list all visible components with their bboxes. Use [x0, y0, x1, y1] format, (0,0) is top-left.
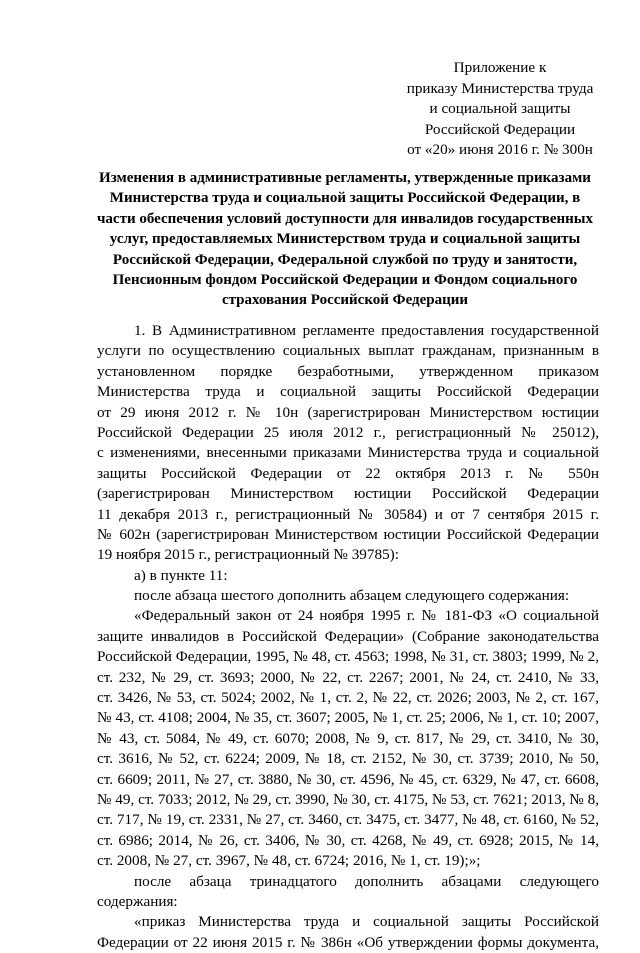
body-line: «приказ Министерства труда и социальной защиты Российской — [134, 913, 599, 931]
body-line: услуги по осуществлению социальных выплат гражданам, признанным в — [97, 342, 599, 360]
body-line: защиты Российской Федерации от 22 октября 2013 г. № 550н — [97, 464, 599, 482]
paragraph-insert-after-6 — [97, 586, 599, 606]
body-line: ст. 6986; 2014, № 26, ст. 3406, № 30, ст. 4268, № 49, ст. 6928; 2015, № 14, — [97, 831, 599, 849]
body-line: ст. 3616, № 52, ст. 6224; 2009, № 18, ст. 2152, № 30, ст. 3739; 2010, № 50, — [97, 750, 599, 768]
body-line: 19 ноября 2015 г., регистрационный № 39785): — [97, 546, 399, 564]
document-body — [97, 321, 599, 953]
document-title — [90, 168, 600, 311]
title-line: Изменения в административные регламенты, утвержденные приказами — [99, 170, 591, 186]
title-line: страхования Российской Федерации — [221, 292, 469, 309]
body-line: № 49, ст. 7033; 2012, № 29, ст. 3990, № 30, ст. 4175, № 53, ст. 7621; 2013, № 8, — [97, 790, 599, 808]
body-line: установленном порядке безработными, утвержденном приказом — [97, 362, 599, 380]
body-line: с изменениями, внесенными приказами Министерства труда и социальной — [97, 444, 599, 462]
paragraph-insert-after-13 — [97, 872, 599, 913]
body-line: ст. 232, № 29, ст. 3693; 2000, № 22, ст. 2267; 2001, № 24, ст. 2410, № 33, — [97, 668, 599, 686]
body-line: 1. В Административном регламенте предоставления государственной — [134, 322, 599, 339]
body-line: от 29 июня 2012 г. № 10н (зарегистрирован Министерством юстиции — [97, 403, 599, 421]
appendix-line: от «20» июня 2016 г. № 300н — [407, 141, 593, 159]
body-line: «Федеральный закон от 24 ноября 1995 г. № 181-ФЗ «О социальной — [134, 607, 599, 625]
paragraph-subitem-a — [97, 566, 599, 586]
paragraph-order-386n — [97, 912, 599, 953]
body-line: после абзаца шестого дополнить абзацем следующего содержания: — [134, 587, 570, 605]
paragraph-federal-law — [97, 606, 599, 871]
body-line: ст. 717, № 19, ст. 2331, № 27, ст. 3460, ст. 3475, ст. 3477, № 48, ст. 6160, № 52, — [97, 811, 599, 829]
appendix-line: Приложение к — [453, 59, 547, 76]
body-line: содержания: — [97, 892, 178, 910]
body-line: а) в пункте 11: — [134, 566, 228, 584]
appendix-line: Российской Федерации — [424, 120, 576, 138]
paragraph-amendment-1 — [97, 321, 599, 566]
body-line: Российской Федерации, 1995, № 48, ст. 4563; 1998, № 31, ст. 3803; 1999, № 2, — [97, 648, 599, 666]
appendix-line: приказу Министерства труда — [406, 79, 594, 97]
body-line: 11 декабря 2013 г., регистрационный № 30584) и от 7 сентября 2015 г. — [97, 505, 599, 523]
body-line: ст. 3426, № 53, ст. 5024; 2002, № 1, ст. 2, № 22, ст. 2026; 2003, № 2, ст. 167, — [97, 689, 599, 707]
body-line: (зарегистрирован Министерством юстиции Российской Федерации — [97, 485, 599, 503]
title-line: Министерства труда и социальной защиты Российской Федерации, в — [109, 190, 581, 207]
title-line: Пенсионным фондом Российской Федерации и Фондом социального — [112, 272, 578, 289]
appendix-header — [380, 58, 620, 161]
title-line: Российской Федерации, Федеральной службой по труду и занятости, — [112, 251, 578, 268]
body-line: ст. 2008, № 27, ст. 3967, № 48, ст. 6724; 2016, № 1, ст. 19);»; — [97, 852, 481, 870]
body-line: Российской Федерации 25 июля 2012 г., регистрационный № 25012), — [97, 423, 599, 441]
body-line: ст. 6609; 2011, № 27, ст. 3880, № 30, ст. 4596, № 45, ст. 6329, № 47, ст. 6608, — [97, 770, 599, 788]
title-line: части обеспечения условий доступности для инвалидов государственных — [96, 210, 594, 227]
body-line: после абзаца тринадцатого дополнить абзацами следующего — [134, 872, 599, 890]
body-line: № 43, ст. 5084, № 49, ст. 6070; 2008, № 9, ст. 817, № 29, ст. 3410, № 30, — [97, 729, 599, 747]
body-line: № 43, ст. 4108; 2004, № 35, ст. 3607; 2005, № 1, ст. 25; 2006, № 1, ст. 10; 2007, — [97, 709, 599, 727]
body-line: Федерации от 22 июня 2015 г. № 386н «Об утверждении формы документа, — [97, 933, 599, 951]
body-line: № 602н (зарегистрирован Министерством юстиции Российской Федерации — [97, 525, 599, 543]
appendix-line: и социальной защиты — [429, 100, 571, 118]
body-line: защите инвалидов в Российской Федерации» (Собрание законодательства — [97, 627, 599, 645]
body-line: Министерства труда и социальной защиты Российской Федерации — [97, 383, 599, 401]
title-line: услуг, предоставляемых Министерством труда и социальной защиты — [109, 231, 581, 248]
